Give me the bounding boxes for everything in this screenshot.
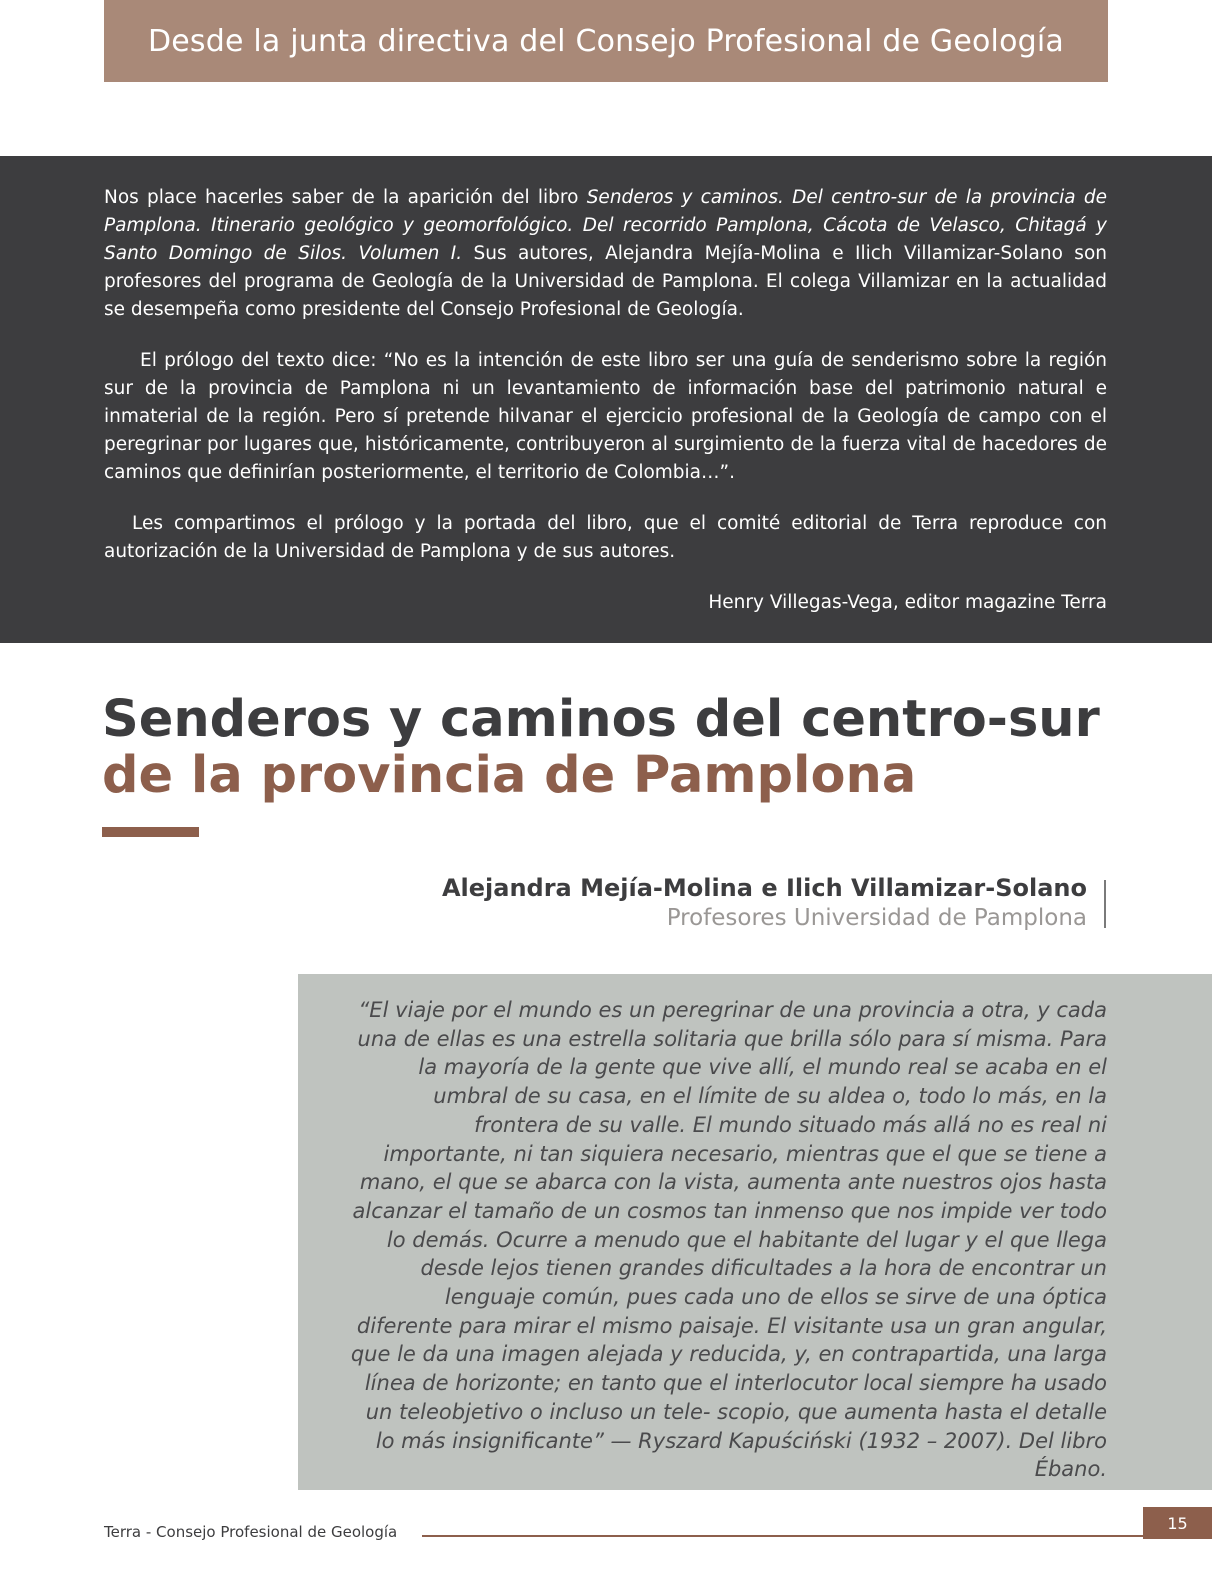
intro-panel (0, 156, 1212, 643)
title-underline (102, 827, 199, 837)
intro-paragraph-1 (104, 184, 1107, 324)
article-title-line-1: Senderos y caminos del centro-sur (102, 690, 1100, 749)
section-banner-title: Desde la junta directiva del Consejo Profesional de Geología (147, 23, 1065, 59)
page-number: 15 (1143, 1507, 1212, 1539)
intro-paragraph-2: El prólogo del texto dice: “No es la intención de este libro ser una guía de senderismo sobre la región sur de la provincia de Pamplona ni un levantamiento de información base del patrimonio natural e inmaterial de la región. Pero sí pretende hilvanar el ejercicio profesional de la Geología de campo con el peregrinar por lugares que, históricamente, contribuyeron al surgimiento de la fuerza vital de hacedores de caminos que definirían posteriormente, el territorio de Colombia…”. (104, 350, 1107, 483)
editor-signature: Henry Villegas-Vega, editor magazine Terra (708, 592, 1107, 613)
article-title (102, 692, 1152, 804)
intro-paragraph-3: Les compartimos el prólogo y la portada del libro, que el comité editorial de Terra reproduce con autorización de la Universidad de Pamplona y de sus autores. (104, 513, 1107, 562)
byline (442, 872, 1087, 932)
article-title-line-2: de la provincia de Pamplona (102, 746, 917, 805)
section-banner (104, 0, 1108, 82)
book-title-italic: Senderos y caminos. Del centro-sur de la provincia de Pamplona. Itinerario geológico y geomorfológico. Del recorrido Pamplona, Cácota de Velasco, Chitagá y Santo Domingo de Silos. Volumen I. (104, 187, 1107, 264)
epigraph-quote: “El viaje por el mundo es un peregrinar de una provincia a otra, y cada una de ellas es una estrella solitaria que brilla sólo para sí misma. Para la mayoría de la gente que vive allí, el mundo real se acaba en el umbral de su casa, en el límite de su aldea o, todo lo más, en la frontera de su valle. El mundo situado más allá no es real ni importante, ni tan siquiera necesario, mientras que el que se tiene a mano, el que se abarca con la vista, aumenta ante nuestros ojos hasta alcanzar el tamaño de un cosmos tan inmenso que nos impide ver todo lo demás. Ocurre a menudo que el habitante del lugar y el que llega desde lejos tienen grandes dificultades a la hora de encontrar un lenguaje común, pues cada uno de ellos se sirve de una óptica diferente para mirar el mismo paisaje. El visitante usa un gran angular, que le da una imagen alejada y reducida, y, en contrapartida, una larga línea de horizonte; en tanto que el interlocutor local siempre ha usado un teleobjetivo o incluso un tele- scopio, que aumenta hasta el detalle lo más insignificante” — Ryszard Kapuściński (1932 – 2007). Del libro Ébano. (350, 998, 1107, 1482)
epigraph-box (298, 974, 1212, 1490)
author-affiliation: Profesores Universidad de Pamplona (666, 905, 1087, 931)
footer-rule (422, 1535, 1144, 1537)
intro-p1-tail: Sus autores, Alejandra Mejía-Molina e Ilich Villamizar-Solano son profesores del programa de Geología de la Universidad de Pamplona. El colega Villamizar en la actualidad se desempeña como presidente del Consejo Profesional de Geología. (104, 243, 1107, 320)
intro-p1-lead: Nos place hacerles saber de la aparición del libro (104, 187, 587, 208)
intro-text (104, 184, 1107, 617)
article-authors: Alejandra Mejía-Molina e Ilich Villamizar-Solano (441, 874, 1087, 902)
byline-divider (1104, 880, 1106, 928)
footer-publication: Terra - Consejo Profesional de Geología (104, 1523, 398, 1541)
